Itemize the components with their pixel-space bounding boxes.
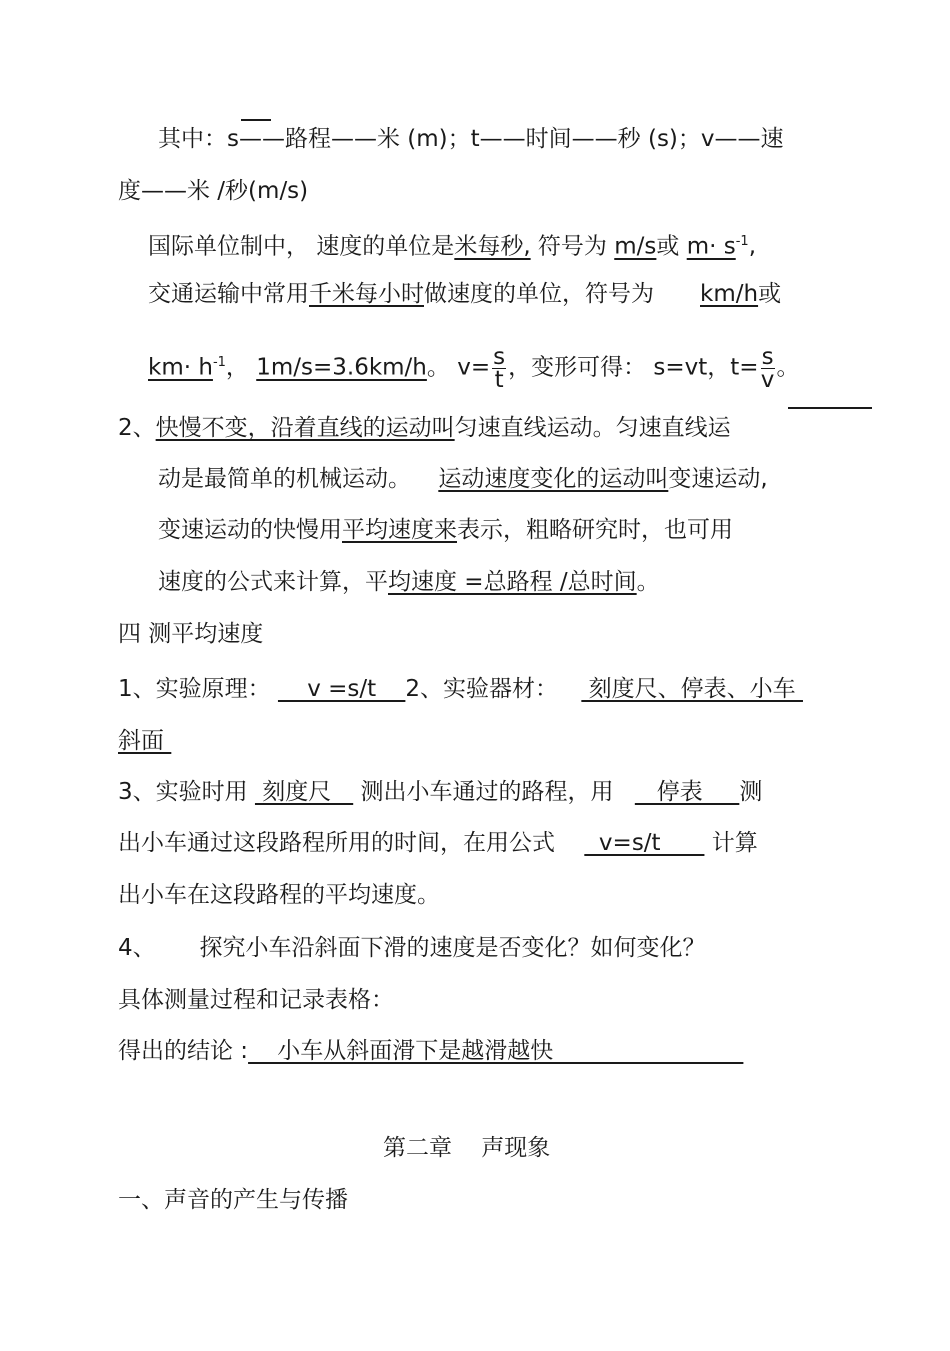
line-experiment-formula: 出小车通过这段路程所用的时间，在用公式 v=s/t 计算 — [118, 830, 758, 856]
fraction-t-formula: $\frac{s}{v}$ — [760, 343, 775, 393]
line-experiment-tools: 3、实验时用 刻度尺 测出小车通过的路程，用 停表 测 — [118, 779, 763, 805]
line-legend: 其中：s——路程——米 (m)；t——时间——秒 (s)；v——速 — [158, 126, 784, 152]
line-question: 4、 探究小车沿斜面下滑的速度是否变化？如何变化？ — [118, 935, 706, 961]
line-experiment-principle: 1、实验原理： v =s/t 2、实验器材： 刻度尺、停表、小车 — [118, 676, 803, 702]
line-variable-motion: 动是最简单的机械运动。 运动速度变化的运动叫变速运动, — [158, 466, 768, 492]
blank-line-right — [788, 407, 872, 409]
line-experiment-principle-cont: 斜面 — [118, 728, 172, 754]
chapter-title: 第二章 声现象 — [383, 1135, 551, 1161]
line-experiment-result: 出小车在这段路程的平均速度。 — [118, 882, 440, 908]
line-legend-cont: 度——米 /秒(m/s) — [118, 178, 309, 204]
line-average-speed: 变速运动的快慢用平均速度来表示，粗略研究时，也可用 — [158, 517, 733, 543]
section-heading-measure: 四 测平均速度 — [118, 621, 264, 647]
line-si-unit: 国际单位制中， 速度的单位是米每秒, 符号为 m/s或 $m\cdot s^{-1}$, — [148, 233, 756, 260]
line-average-formula: 速度的公式来计算，平均速度 =总路程 /总时间。 — [158, 569, 660, 595]
fraction-v-formula: $\frac{s}{t}$ — [493, 343, 506, 393]
overline-s — [241, 119, 271, 121]
line-conclusion: 得出的结论 : 小车从斜面滑下是越滑越快 — [118, 1038, 744, 1064]
line-procedure: 具体测量过程和记录表格： — [118, 987, 394, 1013]
line-uniform-motion: 2、快慢不变，沿着直线的运动叫匀速直线运动。匀速直线运 — [118, 415, 731, 441]
line-formula: $km\cdot h^{-1}$， 1m/s=3.6km/h。 v= $\frac{s}{t}$ ，变形可得： s=vt，t= $\frac{s}{v}$ 。 — [148, 343, 800, 393]
section-title: 一、声音的产生与传播 — [118, 1187, 348, 1213]
line-transport-unit: 交通运输中常用千米每小时做速度的单位，符号为 km/h或 — [148, 281, 782, 307]
